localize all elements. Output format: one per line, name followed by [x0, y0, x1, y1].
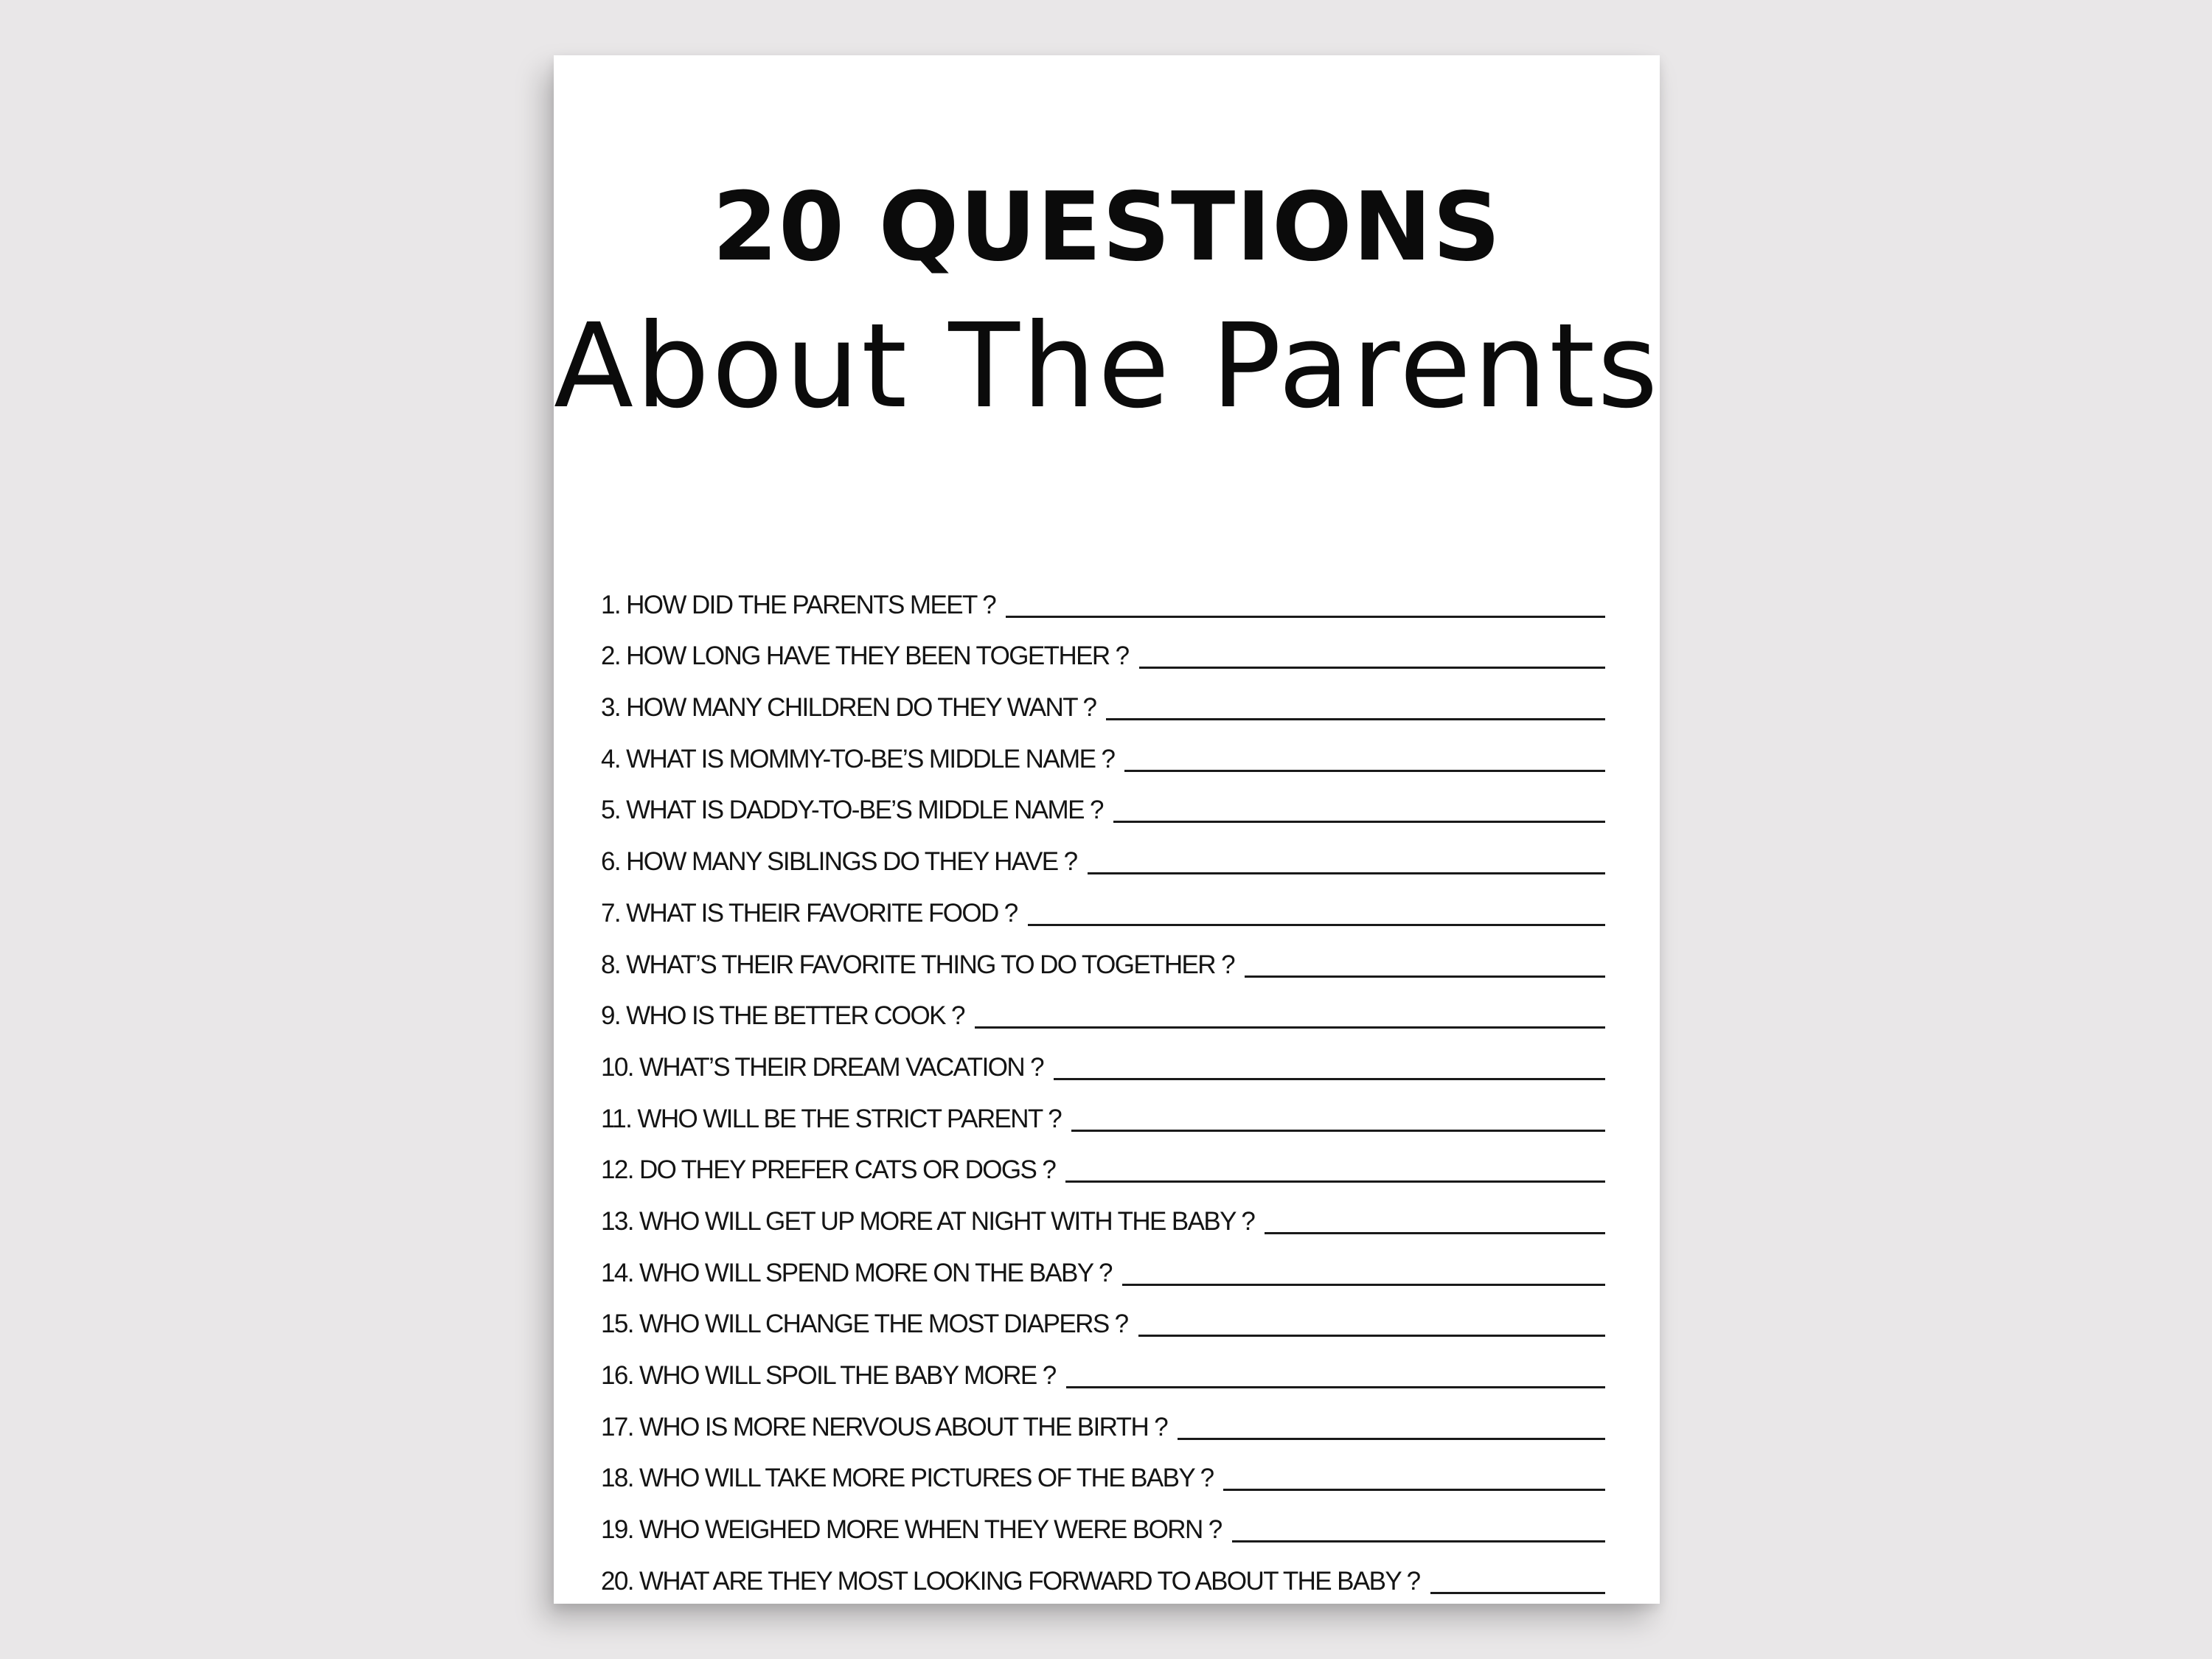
question-text: 15. WHO WILL CHANGE THE MOST DIAPERS ? — [601, 1310, 1128, 1339]
answer-line — [1138, 1335, 1605, 1337]
answer-line — [1265, 1232, 1605, 1234]
question-text: 11. WHO WILL BE THE STRICT PARENT ? — [601, 1104, 1062, 1133]
answer-line — [1028, 924, 1605, 926]
question-row — [601, 1184, 1605, 1236]
worksheet-page — [554, 55, 1660, 1604]
question-text: 6. HOW MANY SIBLINGS DO THEY HAVE ? — [601, 847, 1077, 877]
question-row — [601, 1492, 1605, 1544]
question-row — [601, 722, 1605, 773]
question-row — [601, 670, 1605, 722]
question-row — [601, 1544, 1605, 1596]
question-row — [601, 773, 1605, 825]
answer-line — [1054, 1078, 1605, 1080]
answer-line — [1178, 1438, 1605, 1440]
question-text: 4. WHAT IS MOMMY-TO-BE’S MIDDLE NAME ? — [601, 744, 1115, 773]
answer-line — [975, 1026, 1605, 1029]
question-row — [601, 1133, 1605, 1185]
question-row — [601, 824, 1605, 876]
question-row — [601, 979, 1605, 1031]
question-text: 14. WHO WILL SPEND MORE ON THE BABY ? — [601, 1258, 1112, 1287]
question-text: 2. HOW LONG HAVE THEY BEEN TOGETHER ? — [601, 641, 1129, 671]
question-text: 16. WHO WILL SPOIL THE BABY MORE ? — [601, 1361, 1056, 1390]
question-text: 1. HOW DID THE PARENTS MEET ? — [601, 590, 996, 619]
answer-line — [1113, 821, 1605, 823]
answer-line — [1066, 1386, 1605, 1388]
answer-line — [1430, 1592, 1606, 1594]
question-row — [601, 568, 1605, 619]
answer-line — [1065, 1180, 1605, 1183]
question-text: 9. WHO IS THE BETTER COOK ? — [601, 1001, 964, 1031]
answer-line — [1139, 667, 1605, 669]
answer-line — [1232, 1540, 1605, 1543]
question-text: 19. WHO WEIGHED MORE WHEN THEY WERE BORN ? — [601, 1515, 1222, 1545]
question-list — [601, 568, 1605, 1596]
question-text: 5. WHAT IS DADDY-TO-BE’S MIDDLE NAME ? — [601, 796, 1103, 825]
answer-line — [1088, 872, 1606, 874]
question-row — [601, 1082, 1605, 1133]
answer-line — [1006, 616, 1605, 618]
question-row — [601, 619, 1605, 671]
question-row — [601, 1030, 1605, 1082]
answer-line — [1245, 975, 1605, 978]
question-text: 20. WHAT ARE THEY MOST LOOKING FORWARD TO ABOUT THE BABY ? — [601, 1566, 1420, 1596]
question-text: 12. DO THEY PREFER CATS OR DOGS ? — [601, 1155, 1056, 1185]
question-row — [601, 1441, 1605, 1493]
question-row — [601, 928, 1605, 979]
answer-line — [1223, 1489, 1605, 1491]
question-text: 10. WHAT’S THEIR DREAM VACATION ? — [601, 1052, 1043, 1082]
question-text: 13. WHO WILL GET UP MORE AT NIGHT WITH THE BABY ? — [601, 1206, 1255, 1236]
question-row — [601, 1236, 1605, 1287]
question-text: 3. HOW MANY CHILDREN DO THEY WANT ? — [601, 693, 1096, 723]
question-text: 7. WHAT IS THEIR FAVORITE FOOD ? — [601, 898, 1018, 928]
title-main: 20 QUESTIONS — [712, 173, 1502, 282]
question-text: 17. WHO IS MORE NERVOUS ABOUT THE BIRTH ? — [601, 1412, 1168, 1441]
answer-line — [1106, 718, 1605, 720]
title-subtitle: About The Parents — [554, 299, 1660, 434]
question-row — [601, 1287, 1605, 1339]
question-row — [601, 1390, 1605, 1441]
question-row — [601, 876, 1605, 928]
answer-line — [1071, 1130, 1605, 1132]
question-text: 8. WHAT’S THEIR FAVORITE THING TO DO TOGETHER ? — [601, 950, 1234, 979]
answer-line — [1122, 1284, 1605, 1286]
question-text: 18. WHO WILL TAKE MORE PICTURES OF THE BABY ? — [601, 1464, 1214, 1493]
answer-line — [1124, 770, 1605, 772]
question-row — [601, 1338, 1605, 1390]
